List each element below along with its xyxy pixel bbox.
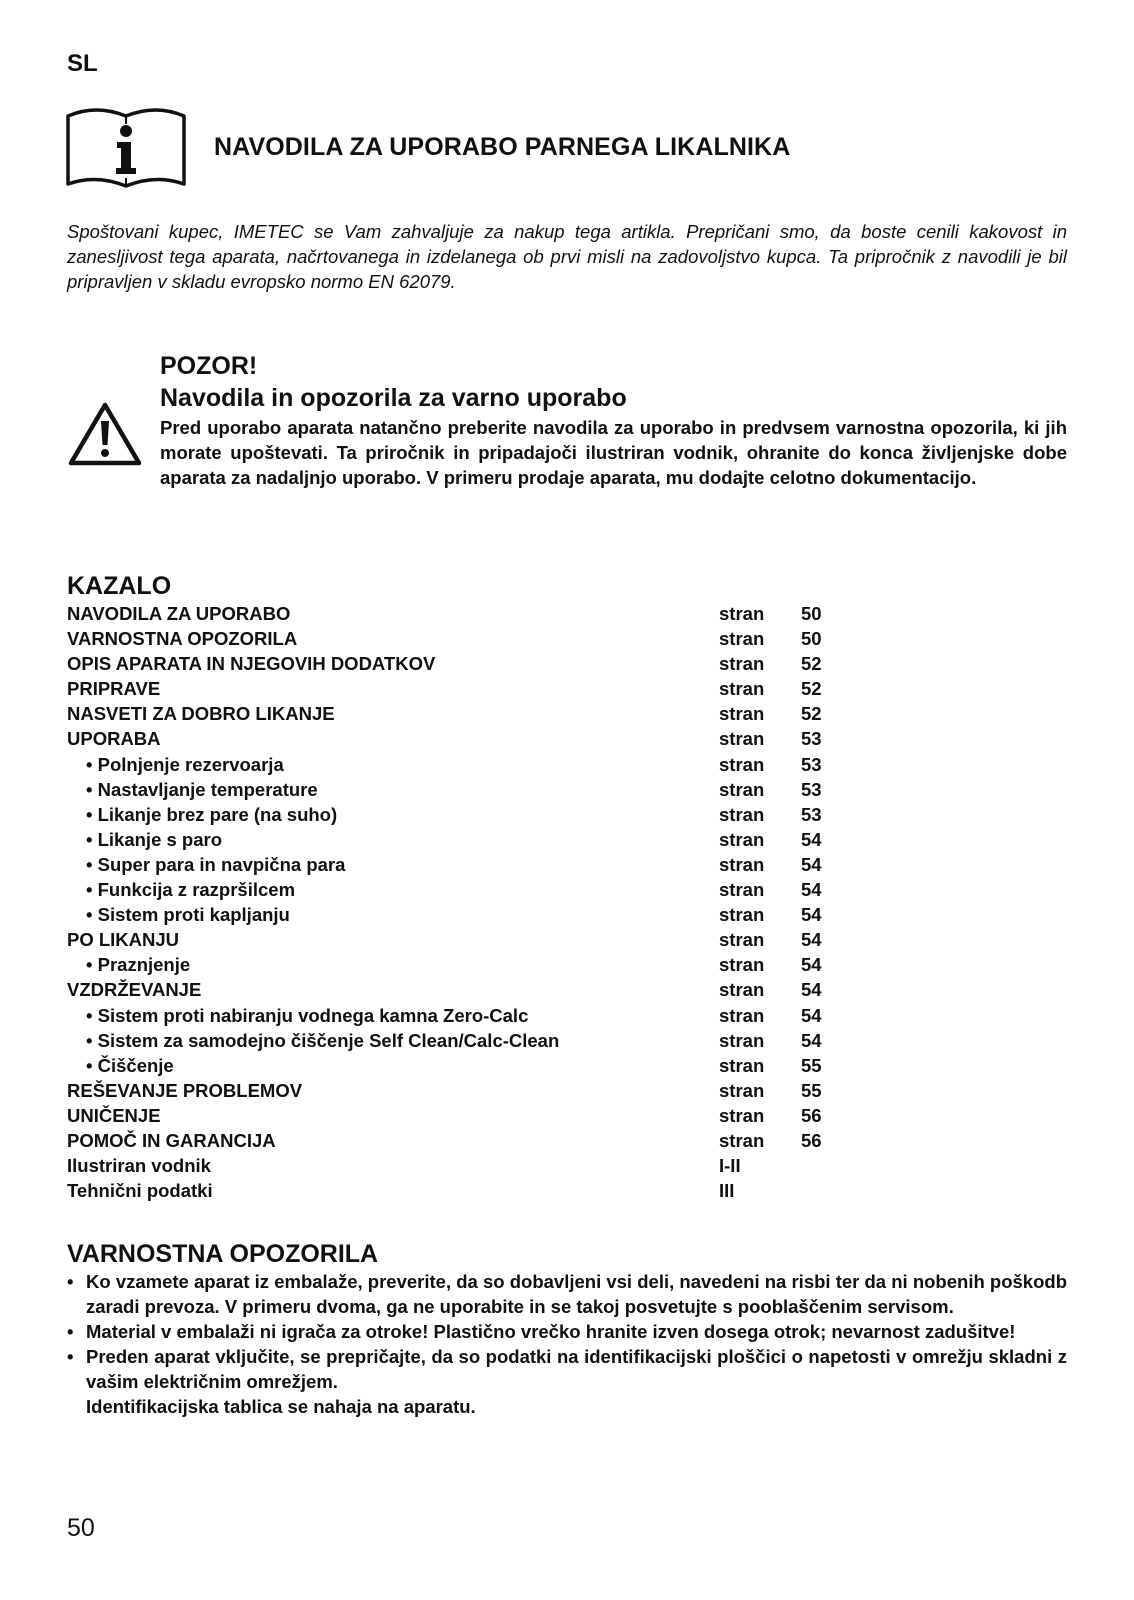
- toc-row: [67, 952, 847, 977]
- toc-entry-label: NASVETI ZA DOBRO LIKANJE: [67, 703, 335, 725]
- toc-entry-label: • Likanje s paro: [86, 828, 223, 850]
- toc-row: [67, 1128, 847, 1153]
- toc-row: [67, 1178, 847, 1203]
- toc-entry-page-number: 54: [801, 904, 822, 926]
- toc-entry-page-word: stran: [719, 778, 765, 800]
- toc-row: [67, 927, 847, 952]
- toc-row: [67, 1078, 847, 1103]
- toc-entry-page-number: 53: [801, 753, 822, 775]
- toc-entry-page-number: 54: [801, 1004, 822, 1026]
- toc-entry-label: • Polnjenje rezervoarja: [86, 753, 284, 775]
- toc-entry-label: • Sistem za samodejno čiščenje Self Clean/Calc-Clean: [86, 1029, 560, 1051]
- safety-list: [67, 1269, 1067, 1419]
- toc-entry-label: Ilustriran vodnik: [67, 1155, 211, 1177]
- safety-item: [67, 1269, 1067, 1319]
- toc-entry-page-number: 54: [801, 853, 822, 875]
- toc-entry-page-number: 56: [801, 1104, 822, 1126]
- safety-item-text: Ko vzamete aparat iz embalaže, preverite, da so dobavljeni vsi deli, navedeni na risbi ter da ni nobenih poškodb zaradi prevoza. V primeru dvoma, ga ne uporabite in se takoj posvetujte s pooblaščenim servisom.: [86, 1271, 1067, 1317]
- toc-entry-label: • Super para in navpična para: [86, 853, 346, 875]
- toc-entry-page-word: stran: [719, 1054, 765, 1076]
- toc-row: [67, 752, 847, 777]
- safety-item: [67, 1394, 1067, 1419]
- toc-row: [67, 1103, 847, 1128]
- toc-entry-page-number: 50: [801, 628, 822, 650]
- toc-entry-page-word: stran: [719, 753, 765, 775]
- toc-row: [67, 676, 847, 701]
- toc-entry-label: • Sistem proti kapljanju: [86, 904, 290, 926]
- safety-item-text: Identifikacijska tablica se nahaja na aparatu.: [86, 1396, 476, 1417]
- toc-entry-label: • Sistem proti nabiranju vodnega kamna Zero-Calc: [86, 1004, 529, 1026]
- toc-entry-page-word: stran: [719, 828, 765, 850]
- toc-entry-page-number: 54: [801, 879, 822, 901]
- toc-entry-page-word: stran: [719, 803, 765, 825]
- toc-entry-label: NAVODILA ZA UPORABO: [67, 603, 291, 624]
- toc-entry-page-number: 54: [801, 1029, 822, 1051]
- toc-entry-label: OPIS APARATA IN NJEGOVIH DODATKOV: [67, 653, 436, 675]
- safety-item-text: Preden aparat vključite, se prepričajte, da so podatki na identifikacijski ploščici o napetosti v omrežju skladni z vašim električnim omrežjem.: [86, 1346, 1067, 1392]
- toc-row: [67, 1028, 847, 1053]
- toc-entry-page-word: stran: [719, 1004, 765, 1026]
- page-number: 50: [67, 1514, 95, 1542]
- toc-entry-page-number: 52: [801, 678, 822, 700]
- toc-entry-page-word: stran: [719, 728, 765, 750]
- safety-title: VARNOSTNA OPOZORILA: [67, 1240, 379, 1268]
- toc-row: [67, 977, 847, 1002]
- toc-entry-page-number: 54: [801, 954, 822, 976]
- toc-entry-page-word: stran: [719, 1029, 765, 1051]
- page-title: NAVODILA ZA UPORABO PARNEGA LIKALNIKA: [214, 133, 791, 161]
- toc-entry-page-number: 55: [801, 1079, 822, 1101]
- toc-row: [67, 1003, 847, 1028]
- toc-title: KAZALO: [67, 572, 172, 600]
- toc-entry-label: • Čiščenje: [86, 1054, 174, 1076]
- safety-item: [67, 1319, 1067, 1344]
- toc-entry-label: PO LIKANJU: [67, 929, 180, 951]
- toc-row: [67, 802, 847, 827]
- warning-block: [160, 350, 1067, 490]
- toc-entry-label: REŠEVANJE PROBLEMOV: [67, 1079, 303, 1101]
- toc-row: [67, 827, 847, 852]
- toc-entry-page-word: stran: [719, 853, 765, 875]
- bullet-icon: •: [67, 1346, 74, 1367]
- toc-entry-page-word: stran: [719, 703, 765, 725]
- toc-entry-label: UPORABA: [67, 728, 161, 750]
- toc-entry-page-number: 50: [801, 603, 822, 624]
- bullet-icon: •: [67, 1321, 74, 1342]
- toc-entry-page-word: stran: [719, 929, 765, 951]
- toc-entry-page-number: 52: [801, 703, 822, 725]
- toc-entry-page-word: stran: [719, 1129, 765, 1151]
- toc-entry-page-word: stran: [719, 628, 765, 650]
- toc-entry-label: VARNOSTNA OPOZORILA: [67, 628, 298, 650]
- intro-paragraph: Spoštovani kupec, IMETEC se Vam zahvaljuje za nakup tega artikla. Prepričani smo, da boste cenili kakovost in zanesljivost tega aparata, načrtovanega in izdelanega ob prvi misli na zadovoljstvo kupca. Ta pripročnik z navodili je bil pripravljen v skladu evropsko normo EN 62079.: [67, 221, 1067, 292]
- toc-entry-page-number: 54: [801, 979, 822, 1001]
- toc-entry-page-number: 56: [801, 1129, 822, 1151]
- toc-row: [67, 877, 847, 902]
- toc-entry-label: POMOČ IN GARANCIJA: [67, 1129, 276, 1151]
- toc-row: [67, 902, 847, 927]
- toc-entry-label: UNIČENJE: [67, 1104, 161, 1126]
- toc-row: [67, 601, 847, 626]
- toc-entry-page-word: stran: [719, 954, 765, 976]
- toc-entry-page-word: stran: [719, 603, 765, 624]
- toc-row: [67, 777, 847, 802]
- toc-entry-page-number: 53: [801, 778, 822, 800]
- table-of-contents: [67, 601, 847, 1203]
- toc-entry-label: PRIPRAVE: [67, 678, 161, 700]
- toc-entry-page-number: 54: [801, 929, 822, 951]
- toc-row: [67, 1053, 847, 1078]
- warning-triangle-icon: [68, 401, 142, 467]
- toc-entry-page-word: III: [719, 1180, 735, 1202]
- language-code: SL: [67, 50, 98, 77]
- safety-item-text: Material v embalaži ni igrača za otroke! Plastično vrečko hranite izven dosega otrok; nevarnost zadušitve!: [86, 1321, 1016, 1342]
- toc-entry-page-number: 53: [801, 728, 822, 750]
- toc-row: [67, 1153, 847, 1178]
- warning-title: POZOR!: [160, 352, 258, 380]
- toc-entry-label: • Praznjenje: [86, 954, 191, 976]
- warning-subtitle: Navodila in opozorila za varno uporabo: [160, 384, 627, 412]
- toc-entry-label: • Nastavljanje temperature: [86, 778, 318, 800]
- toc-entry-page-word: stran: [719, 1104, 765, 1126]
- toc-entry-page-word: stran: [719, 653, 765, 675]
- toc-row: [67, 726, 847, 751]
- toc-entry-label: • Funkcija z razpršilcem: [86, 879, 296, 901]
- toc-row: [67, 701, 847, 726]
- bullet-icon: •: [67, 1271, 74, 1292]
- toc-entry-label: VZDRŽEVANJE: [67, 979, 202, 1001]
- toc-entry-label: Tehnični podatki: [67, 1180, 213, 1202]
- toc-row: [67, 651, 847, 676]
- toc-entry-page-number: 55: [801, 1054, 822, 1076]
- toc-entry-page-word: stran: [719, 1079, 765, 1101]
- safety-item: [67, 1344, 1067, 1394]
- toc-entry-page-word: stran: [719, 904, 765, 926]
- toc-row: [67, 626, 847, 651]
- warning-text: Pred uporabo aparata natančno preberite navodila za uporabo in predvsem varnostna opozorila, ki jih morate upoštevati. Ta priročnik in pripadajoči ilustriran vodnik, ohranite do konca življenjske dobe aparata za nadaljnjo uporabo. V primeru prodaje aparata, mu dodajte celotno dokumentacijo.: [160, 417, 1067, 488]
- toc-entry-page-word: stran: [719, 678, 765, 700]
- toc-entry-page-number: 53: [801, 803, 822, 825]
- toc-entry-page-word: stran: [719, 879, 765, 901]
- toc-entry-page-number: 52: [801, 653, 822, 675]
- manual-info-icon: [66, 104, 186, 190]
- toc-entry-page-word: stran: [719, 979, 765, 1001]
- toc-row: [67, 852, 847, 877]
- toc-entry-page-number: 54: [801, 828, 822, 850]
- toc-entry-page-word: I-II: [719, 1155, 741, 1177]
- toc-entry-label: • Likanje brez pare (na suho): [86, 803, 338, 825]
